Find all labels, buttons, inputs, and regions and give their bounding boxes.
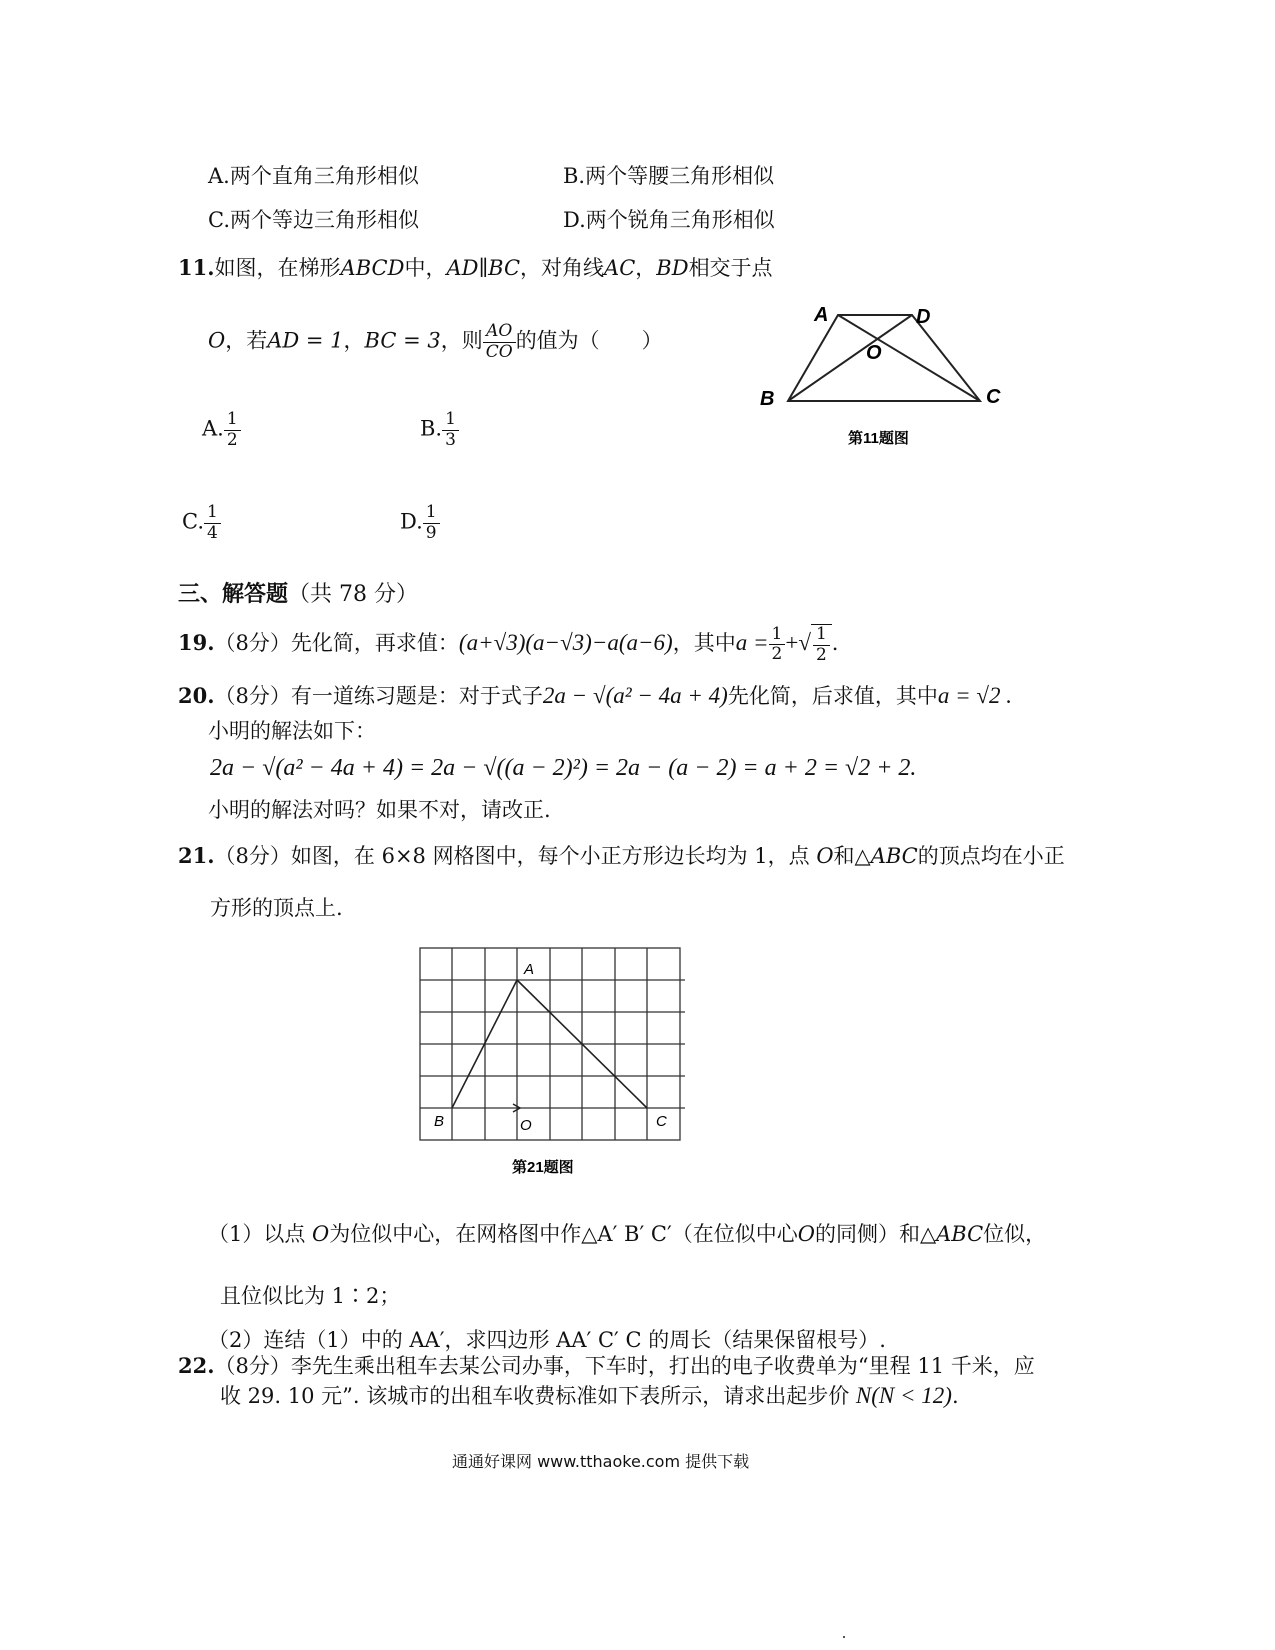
ratio-fraction: $\frac{AO}{CO}$ <box>483 322 516 362</box>
q19-stem: 19.（8分）先化简，再求值：(a+√3)(a−√3)−a(a−6)，其中a = $\frac{1}{2}$ +√ $\frac{1}{2}$ . <box>178 623 839 665</box>
grid-point-b-label: B <box>434 1113 445 1130</box>
q11-stem-line2: O，若AD = 1，BC = 3，则 $\frac{AO}{CO}$ 的值为（ ） <box>208 321 663 362</box>
q22-stem-line1: 22.（8分）李先生乘出租车去某公司办事，下车时，打出的电子收费单为“里程 11 千米，应 <box>178 1353 1035 1378</box>
grid-point-o-label: O <box>520 1117 532 1134</box>
q22-stem-line2: 收 29. 10 元”. 该城市的出租车收费标准如下表所示，请求出起步价 N(N < 12). <box>220 1383 959 1408</box>
question-number: 11. <box>178 255 215 280</box>
trapezoid-figure <box>750 295 1040 455</box>
question-number: 20. <box>178 683 215 708</box>
q21-stem-line2: 方形的顶点上. <box>210 896 343 920</box>
point-b-label: B <box>760 388 775 410</box>
grid-figure <box>410 940 700 1180</box>
q21-part1-line2: 且位似比为 1∶2； <box>220 1284 401 1308</box>
q21-part2: （2）连结（1）中的 AA′，求四边形 AA′ C′ C 的周长（结果保留根号）. <box>208 1328 886 1352</box>
figure-caption: 第21题图 <box>512 1159 574 1176</box>
q10-option-d: D.两个锐角三角形相似 <box>563 208 775 232</box>
q11-option-a: A. $\frac{1}{2}$ <box>202 410 241 450</box>
point-c-label: C <box>986 386 1001 408</box>
q20-solution: 2a − √(a² − 4a + 4) = 2a − √((a − 2)²) = 2a − (a − 2) = a + 2 = √2 + 2. <box>210 755 917 781</box>
dot-mark <box>843 1636 845 1638</box>
page-footer: 通通好课网 www.tthaoke.com 提供下载 <box>452 1452 750 1471</box>
question-number: 19. <box>178 630 215 656</box>
section-heading: 三、解答题（共 78 分） <box>178 581 418 607</box>
q10-option-b: B.两个等腰三角形相似 <box>563 164 775 188</box>
q20-stem: 20.（8分）有一道练习题是：对于式子2a − √(a² − 4a + 4)先化简，后求值，其中a = √2 . <box>178 683 1012 708</box>
q10-option-c: C.两个等边三角形相似 <box>208 208 419 232</box>
q21-stem-line1: 21.（8分）如图，在 6×8 网格图中，每个小正方形边长均为 1，点 O和△ABC的顶点均在小正 <box>178 843 1065 868</box>
q11-option-c: C. $\frac{1}{4}$ <box>182 503 221 543</box>
q11-option-b: B. $\frac{1}{3}$ <box>420 410 459 450</box>
question-number: 22. <box>178 1353 215 1378</box>
point-a-label: A <box>814 304 829 326</box>
point-o-label: O <box>866 342 882 364</box>
q20-line2: 小明的解法如下： <box>208 719 376 743</box>
q11-option-d: D. $\frac{1}{9}$ <box>400 503 440 543</box>
q11-stem-line1: 11.如图，在梯形ABCD中，AD∥BC，对角线AC，BD相交于点 <box>178 255 773 280</box>
question-number: 21. <box>178 843 215 868</box>
q20-line4: 小明的解法对吗？如果不对，请改正. <box>208 798 551 822</box>
grid-point-a-label: A <box>524 961 535 978</box>
grid-point-c-label: C <box>656 1113 667 1130</box>
q10-option-a: A.两个直角三角形相似 <box>208 164 419 188</box>
point-d-label: D <box>916 306 931 328</box>
q21-part1: （1）以点 O为位似中心，在网格图中作△A′ B′ C′（在位似中心O的同侧）和△ABC位似， <box>208 1222 1047 1246</box>
figure-caption: 第11题图 <box>848 430 909 447</box>
